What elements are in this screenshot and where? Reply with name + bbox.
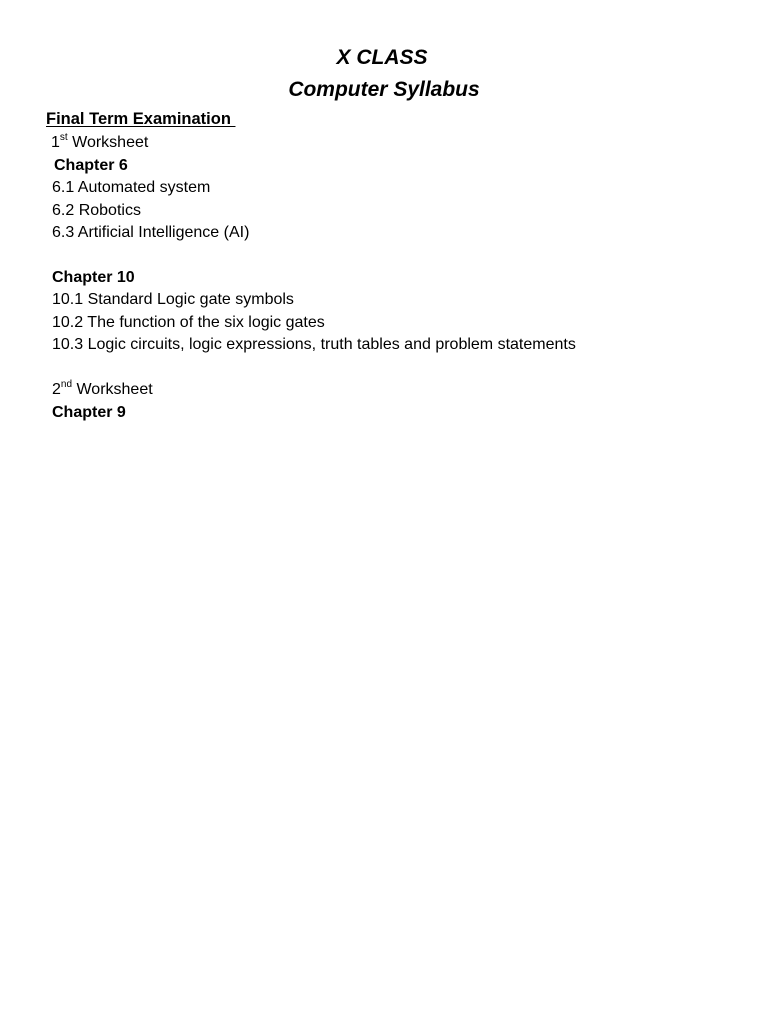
worksheet-2-line — [52, 380, 153, 400]
chapter-9-heading: Chapter 9 — [52, 404, 126, 421]
chapter-6-heading: Chapter 6 — [54, 157, 128, 174]
exam-heading: Final Term Examination — [46, 110, 236, 128]
worksheet-1-label: Worksheet — [67, 134, 149, 151]
worksheet-2-suffix: nd — [60, 378, 73, 390]
chapter-10-item: 10.1 Standard Logic gate symbols — [52, 291, 294, 308]
worksheet-2-label: Worksheet — [72, 381, 153, 398]
chapter-10-item: 10.3 Logic circuits, logic expressions, truth tables and problem statements — [52, 336, 576, 353]
chapter-10-item: 10.2 The function of the six logic gates — [52, 314, 325, 331]
chapter-6-item: 6.1 Automated system — [52, 179, 211, 196]
worksheet-2-number: 2 — [52, 381, 61, 398]
worksheet-1-number: 1 — [51, 134, 60, 151]
chapter-6-item: 6.3 Artificial Intelligence (AI) — [52, 224, 250, 241]
worksheet-1-line — [51, 133, 148, 153]
worksheet-1-suffix: st — [59, 131, 68, 143]
chapter-10-heading: Chapter 10 — [52, 269, 135, 286]
document-title: X CLASS — [336, 46, 428, 69]
document-subtitle: Computer Syllabus — [288, 78, 480, 101]
chapter-6-item: 6.2 Robotics — [52, 202, 141, 219]
